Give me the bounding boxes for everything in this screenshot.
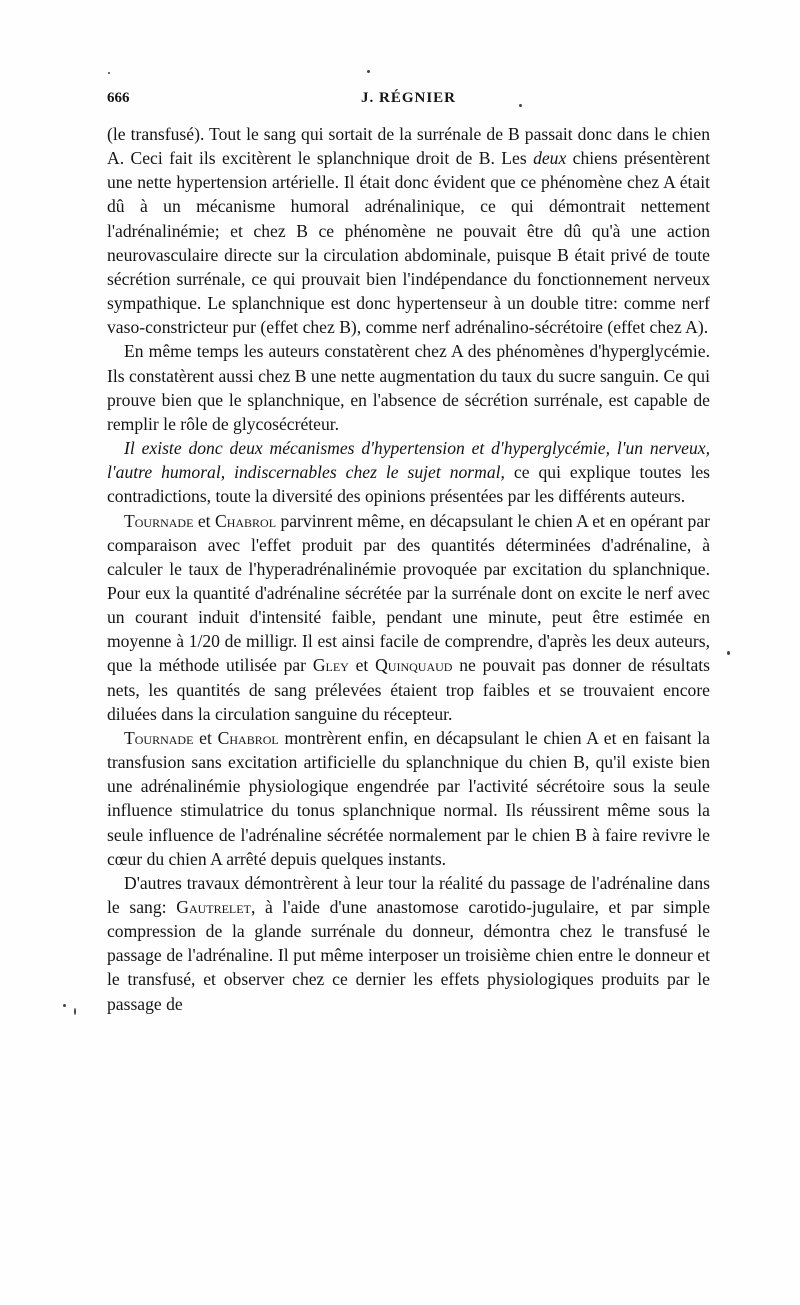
text-run: ce qui explique toutes les contradictions, toute la diversité des opinions présentées par les différents auteurs.	[107, 462, 710, 507]
text-run: chiens présentèrent une nette hypertension artérielle. Il était donc évident que ce phénomène chez A était dû à un mécanisme humoral adrénalinique, ce qui démontrait nettement l'adrénalinémie; et chez B ce phénomène ne pouvait être dû qu'à une action neurovasculaire directe sur la circulation abdominale, puisque B était privé de toute sécrétion surrénale, ce qui prouvait bien l'indépendance du fonctionnement nerveux sympathique. Le splanchnique est donc hypertenseur à un double titre: comme nerf vaso-constricteur pur (effet chez B), comme nerf adrénalino-sécrétoire (effet chez A).	[107, 148, 710, 338]
author-name: Gley	[312, 655, 349, 676]
paragraph	[107, 509, 710, 726]
text-run: , à l'aide d'une anastomose carotido-jugulaire, et par simple compression de la glande surrénale du donneur, démontra chez le transfusé le passage de l'adrénaline. Il put même interposer un troisième chien entre le donneur et le transfusé, et observer chez ce dernier les effets physiologiques produits par le passage de	[107, 897, 711, 1014]
body-text	[107, 122, 710, 1016]
author-name: Gautrelet	[176, 897, 251, 917]
scan-speck	[727, 651, 730, 655]
scan-speck	[74, 1008, 76, 1015]
scan-speck	[63, 1004, 66, 1007]
italic-text: deux	[533, 148, 567, 169]
text-run: montrèrent enfin, en décapsulant le chien A et en faisant la transfusion sans excitation artificielle du splanchnique du chien B, qu'il existe bien une adrénalinémie physiologique engendrée par l'activité sécrétoire sous la seule influence stimulatrice du tonus splanchnique normal. Ils réussirent même sous la seule influence de l'adrénaline sécrétée normalement par le chien B à faire revivre le cœur du chien A arrêté depuis quelques instants.	[107, 727, 710, 869]
paragraph	[107, 436, 710, 508]
text-run: et	[348, 655, 376, 676]
paragraph	[107, 122, 710, 339]
author-name: Quinquaud	[375, 655, 453, 676]
running-head	[107, 90, 710, 112]
text-run: et	[193, 510, 215, 531]
author-name: Chabrol	[217, 727, 279, 748]
author-name: Chabrol	[214, 510, 277, 531]
paragraph	[107, 726, 710, 871]
scan-speck	[108, 72, 110, 74]
paragraph	[107, 871, 710, 1016]
scan-speck	[519, 104, 522, 107]
paragraph	[107, 339, 710, 436]
author-name: Tournade	[124, 510, 194, 531]
text-run: En même temps les auteurs constatèrent chez A des phénomènes d'hyperglycémie. Ils constatèrent aussi chez B une nette augmentation du taux du sucre sanguin. Ce qui prouve bien que le splanchnique, en l'absence de sécrétion surrénale, est capable de remplir le rôle de glycosécréteur.	[107, 341, 710, 434]
text-run: parvinrent même, en décapsulant le chien A et en opérant par comparaison avec l'effet produit par des quantités déterminées d'adrénaline, à calculer le taux de l'hyperadrénalinémie provoquée par excitation du splanchnique. Pour eux la quantité d'adrénaline sécrétée par la surrénale dont on excite le nerf avec un courant induit d'intensité faible, pendant une minute, peut être estimée en moyenne à 1/20 de milligr. Il est ainsi facile de comprendre, d'après les deux auteurs, que la méthode utilisée par	[107, 510, 710, 676]
text-run: (le transfusé). Tout le sang qui sortait de la surrénale de B passait donc dans le chien A. Ceci fait ils excitèrent le splanchnique droit de B. Les	[107, 124, 710, 169]
text-run: ne pouvait pas donner de résultats nets, les quantités de sang prélevées étaient trop faibles et se trouvaient encore diluées dans la circulation sanguine du récepteur.	[107, 655, 710, 724]
author-name: Tournade	[124, 727, 194, 748]
text-run: et	[193, 727, 218, 748]
scan-speck	[367, 70, 370, 73]
text-run: D'autres travaux démontrèrent à leur tour la réalité du passage de l'adrénaline dans le sang:	[107, 872, 710, 917]
italic-text: Il existe donc deux mécanismes d'hypertension et d'hyperglycémie, l'un nerveux, l'autre humoral, indiscernables chez le sujet normal,	[107, 438, 710, 483]
page-number: 666	[107, 90, 130, 106]
running-title: J. RÉGNIER	[360, 90, 456, 106]
